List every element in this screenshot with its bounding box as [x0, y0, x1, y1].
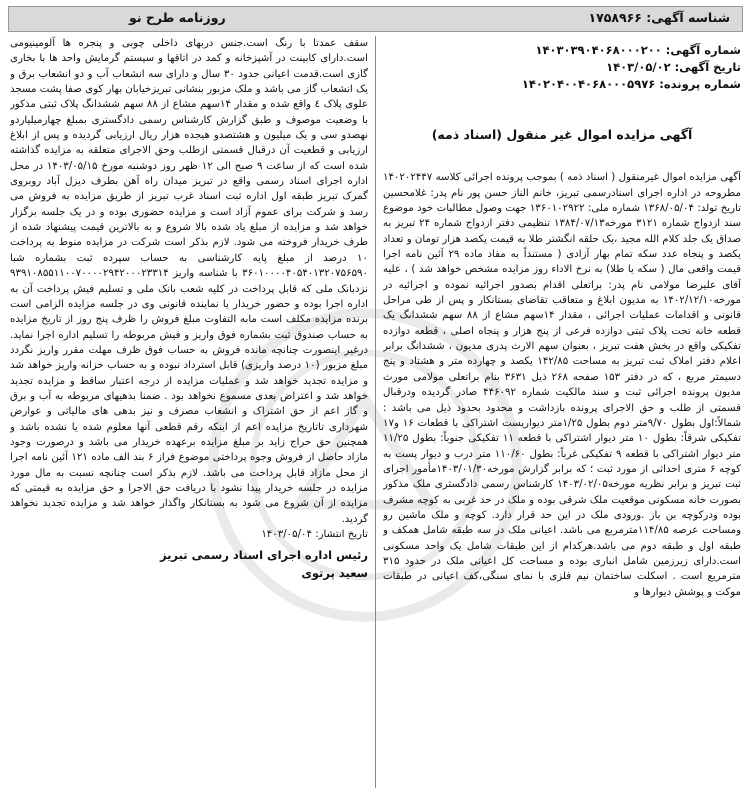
ad-title: آگهی مزایده اموال غیر منقول (اسناد ذمه) — [431, 127, 693, 142]
file-number: شماره پرونده: ۱۴۰۲۰۴۰۰۴۰۶۸۰۰۰۵۹۷۶ — [521, 77, 741, 91]
column-divider — [375, 36, 376, 788]
ad-number: شماره آگهی: ۱۴۰۳۰۳۹۰۴۰۶۸۰۰۰۲۰۰ — [535, 43, 741, 57]
signature-block — [10, 546, 368, 582]
header-bar — [8, 6, 743, 32]
ad-meta — [383, 42, 741, 93]
publish-date: تاریخ انتشار: ۱۴۰۳/۰۵/۰۴ — [261, 529, 368, 540]
body-text-right: آگهی مزایده اموال غیرمنقول ( اسناد ذمه ) بموجب پرونده اجرائی کلاسه ۱۴۰۲۰۲۴۴۷ مطروحه در اداره اجرای اسنادرسمی تبریز، خانم الناز حسن پور نام پدر: غلامحسین تاریخ تولد: ۱۳۶۸/۰۵/۰۴ شماره ملی: ۱۳۶۰۱۰۲۹۲۲ جهت وصول مطالبات خود موضوع سند ازدواج شماره ۳۱۲۱ مورخه۱۳۸۴/۰۷/۱۳ تنظیمی دفتر ازدواج شماره ۲۴ تبریز به صداق یک جلد کلام الله مجید ،یک حلقه انگشتر طلا به قیمت یکصد هزار تومان و تعداد یکصد و پنجاه عدد سکه تمام بهار آزادی ( مستنداً به مفاد ماده ۲۹ آئین نامه اجرا قیمت واقعی مال ( سکه یا طلا) به نرخ الاداء روز مزایده مشخص خواهد شد ) ، علیه آقای علیرضا مولامی نام پدر: براتعلی اقدام بصدور اجرائیه نموده و اجرائیه در مورخه۱۴۰۲/۱۲/۱۰ به مدیون ابلاغ و متعاقب تقاضای بستانکار و پس از طی مراحل قانونی و اقدامات عملیات اجرائی ، مقدار ۱۴سهم مشاع از ۸۸ سهم ششدانگ یک قطعه خانه تحت پلاک ثبتی دوازده فرعی از پنج هزار و پنجاه اصلی ، قطعه دوازده تفکیکی واقع در بخش هفت تبریز ، بعنوان سهم الارث پدری مدیون ، ششدانگ برابر اعلام دفتر املاک ثبت تبریز به مساحت ۱۴۲/۸۵ یکصد و چهارده متر و هشتاد و پنج دسیمتر مربع ، که در دفتر ۱۵۳ صفحه ۲۶۸ ذیل ۳۶۳۱ بنام براتعلی مولامی مورث مدیون پرونده اجرائی ثبت و سند مالکیت شماره ۴۴۶۰۹۲ صادر گردیده ودرقبال قسمتی از طلب و حق الاجرای پرونده بازداشت و محدود بحدود ذیل می باشد : شمالاً:اول بطول ۹/۷۰متر دوم بطول ۱/۲۵متر دیواریست اشتراکی با قطعات ۱۶ و۱۷ تفکیکی شرقاً: بطول ۱۰ متر دیوار اشتراکی با قطعه ۱۱ تفکیکی جنوباً: بطول ۱۱/۲۵ متر دیوار اشتراکی با قطعه ۹ تفکیکی غرباً: بطول ۱۱۰/۶۰ متر درب و دیوار پست به کوچه ۶ متری احداثی از مورد ثبت ؛ که برابر گزارش مورخه۱۴۰۳/۰۱/۳۰مأمور اجرای ثبت تبریز و برابر نظریه مورخه۱۴۰۳/۰۲/۰۵ کارشناس رسمی دادگستری ملک مذکور بصورت خانه مسکونی موقعیت ملک شرقی بوده و ملک در حد غربی به کوچه مشرف بوده ودرکوچه بن باز .ورودی ملک در این حد قرار دارد. کوچه و ملک ماشین رو ومساحت عرصه ۱۱۴/۸۵مترمربع می باشد. اعیانی ملک در سه طبقه شامل همکف و طبقه اول و طبقه دوم می باشد.هرکدام از این طبقات شامل یک واحد مسکونی است.دارای زیرزمین شامل انباری بوده و مساحت کل اعیانی ملک در حدود ۳۱۵ مترمربع است . اسکلت ساختمان نیم فلزی با نمای سنگی،کف اعیانی در طبقات موکت و پوشش دیوارها و — [383, 172, 741, 598]
newspaper-name: روزنامه طرح نو — [129, 10, 226, 25]
signature-office: رئیس اداره اجرای اسناد رسمی تبریز — [159, 548, 368, 563]
right-column — [383, 36, 741, 786]
body-text-left: سقف عمدتا با رنگ است.جنس دربهای داخلی چوبی و پنجره ها آلومینیومی است.دارای کابینت در آشپزخانه و کمد در اتاقها و سیستم گرمایش واحد ها با بخاری گازی است.قدمت اعیانی حدود ۳۰ سال و دارای سه انشعاب آب و دو انشعاب برق و یک انشعاب گاز می باشد و ملک مزبور بنشانی تبریزخیابان بهار کوی صفا پشت مسجد علوی پلاک ٤ واقع شده و مقدار ۱۴سهم مشاع از ۸۸ سهم ششدانگ پلاک ثبتی مذکور با وضعیت موصوف و طبق گزارش کارشناس رسمی دادگستری بمبلغ چهارمیلیاردو نهصدو سی و یک میلیون و هشتصدو هیجده هزار ریال ارزیابی گردیده و پس از ابلاغ ارزیابی و قطعیت آن درقبال قسمتی ازطلب وحق الاجرای متعلقه به مزایده گذاشته شده است که از ساعت ۹ صبح الی ۱۲ ظهر روز دوشنبه مورخ ۱۴۰۳/۰۵/۱۵ در محل اداره اجرای اسناد رسمی واقع در تبریز میدان راه آهن بطرف دیزل آباد روبروی گمرک تبریز طبقه اول اداره ثبت اسناد غرب تبریز از طریق مزایده به فروش می رسد و شرکت برای عموم آزاد است و مزایده حضوری بوده و در یک جلسه برگزار خواهد شد و مزایده از مبلغ یاد شده بالا شروع و به بالاترین قیمت پیشنهاد شده از طرف خریدار فروخته می شود. لازم بذکر است شرکت در مزایده منوط به پرداخت ۱۰ درصد از مبلغ پایه کارشناسی به حساب سپرده ثبت بشماره شبا ۳۶۰۱۰۰۰۰۴۰۵۴۰۱۳۲۰۷۵۶۵۹۰ با شناسه واریز ۹۳۹۱۰۸۵۵۱۱۰۰۷۰۰۰۰۲۹۴۲۰۰۰۲۳۳۱۴ نزدبانک ملی که قابل پرداخت در کلیه شعب بانک ملی و تسلیم فیش پرداخت آن به اداره اجرا بوده و حضور خریدار یا نماینده قانونی وی در جلسه مزایده الزامی است برنده مزایده مکلف است مابه التفاوت مبلغ فروش را ظرف پنج روز از تاریخ مزایده به حساب صندوق ثبت بشماره فوق واریز و فیش مربوطه را تسلیم اداره اجرا نماید. درغیر اینصورت چنانچه مانده فروش به حساب فوق ظرف مهلت مقرر واریز نگردد مبلغ مزبور (۱۰ درصد واریزی) قابل استرداد نبوده و به حساب خزانه واریز خواهد شد و مزایده تجدید خواهد شد و عملیات مزایده از درجه اعتبار ساقط و مزایده تجدید خواهد شد و اعتراض بعدی مسموع نخواهد بود . ضمنا بدهیهای مربوطه به آب و برق و گاز اعم از حق اشتراک و انشعاب مصرف و نیز بدهی های مالیاتی و عوارض شهرداری تاتاریخ مزایده اعم از اینکه رقم قطعی آنها معلوم شده یا نشده باشد و همچنین حق حراج زاید بر مبلغ مزایده برعهده خریدار می باشد و درصورت وجود مازاد حاصل از فروش وجوه پرداختی موضوع فراز ۶ بند الف ماده ۱۲۱ آئین نامه اجرا از محل مازاد قابل پرداخت می باشد. لازم بذکر است چنانچه نسبت به مال مورد مزایده در جلسه خریدار پیدا نشود با دریافت حق الاجرا و حق مزایده به قیمتی که مزایده از آن شروع می شود به بستانکار واگذار خواهد شد و مزایده تجدید نخواهد گردید. — [10, 38, 368, 525]
ad-id: شناسه آگهی: ۱۷۵۸۹۶۶ — [588, 10, 730, 25]
left-column — [10, 36, 368, 786]
signature-name: سعید پرتوی — [301, 566, 368, 581]
ad-date: تاریخ آگهی: ۱۴۰۳/۰۵/۰۲ — [606, 60, 741, 74]
